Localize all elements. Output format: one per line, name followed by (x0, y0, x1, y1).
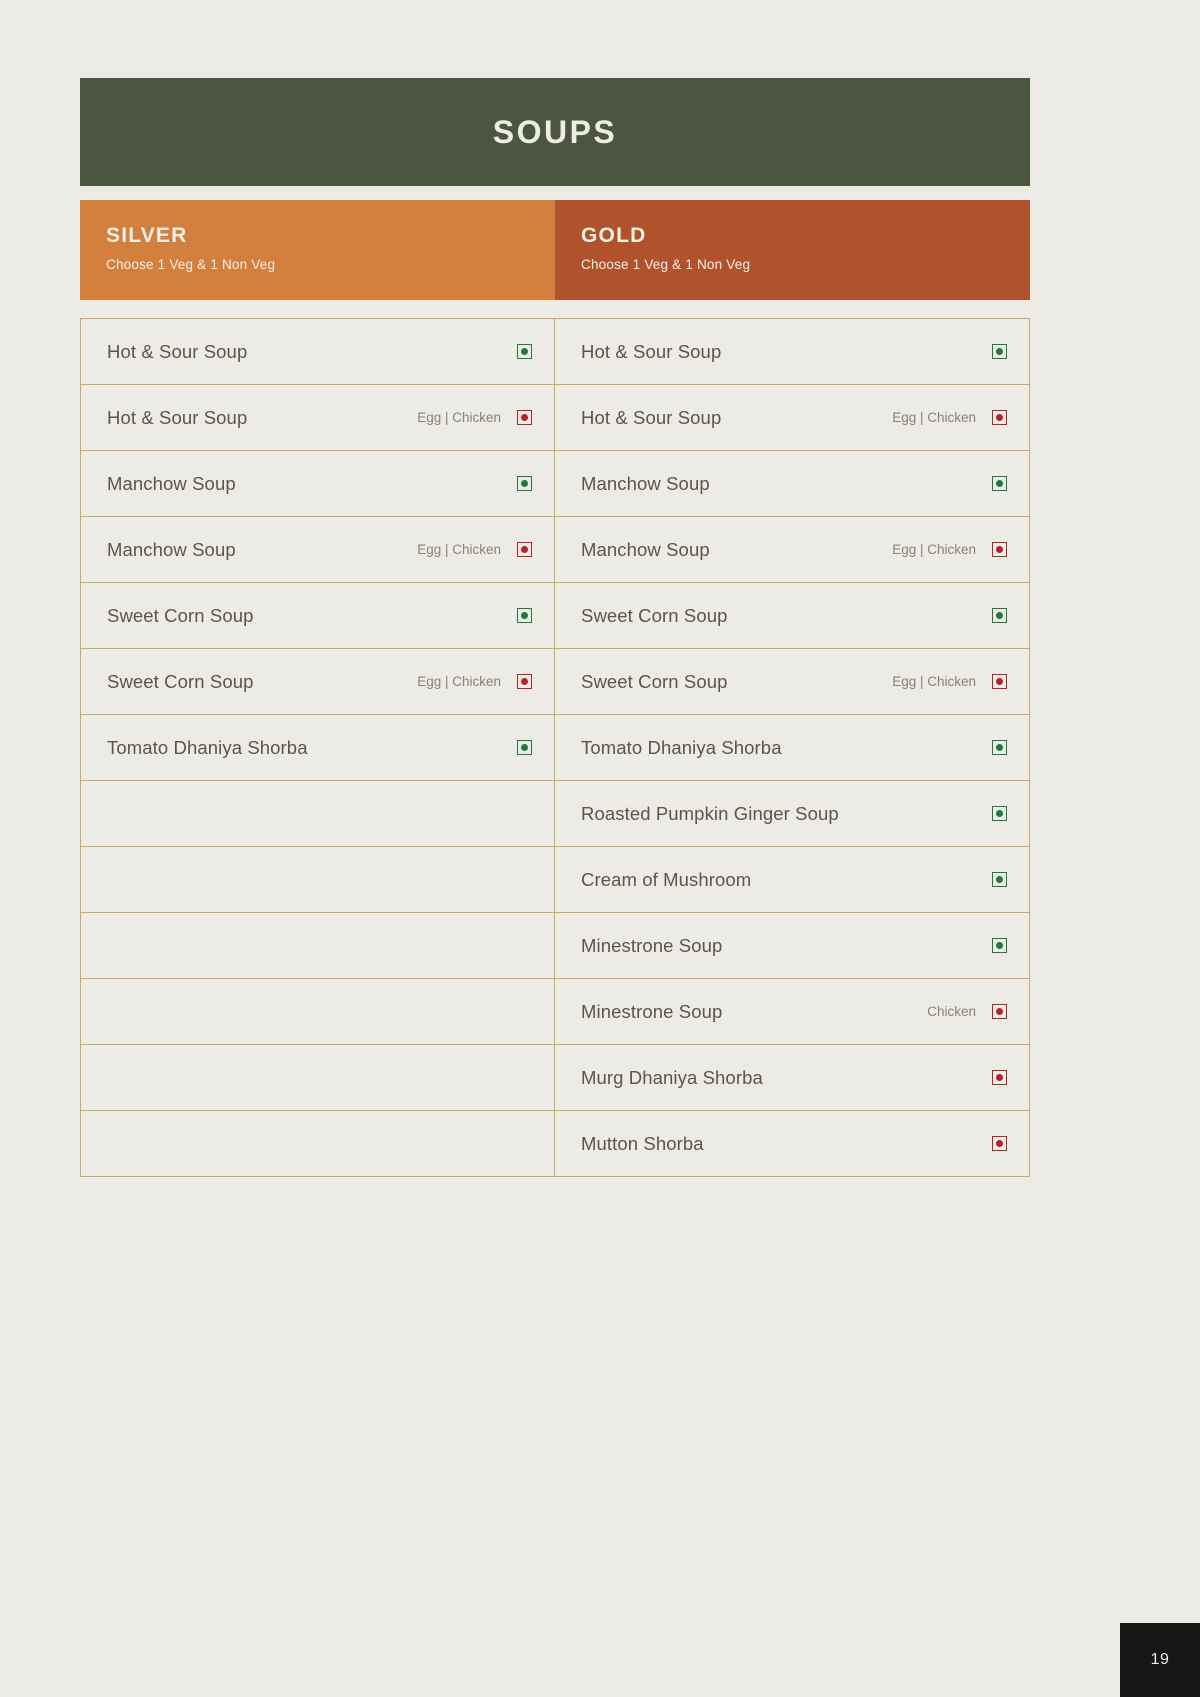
menu-item-name: Roasted Pumpkin Ginger Soup (581, 802, 839, 824)
mark-dot (521, 546, 528, 553)
tier-header-silver (80, 200, 555, 300)
menu-item-name: Manchow Soup (581, 472, 710, 494)
menu-row-empty (81, 781, 554, 847)
menu-item-note: Egg | Chicken (892, 674, 976, 689)
menu-item-name: Tomato Dhaniya Shorba (107, 736, 308, 758)
veg-mark-icon (992, 740, 1007, 755)
veg-mark-icon (517, 344, 532, 359)
menu-item-name: Hot & Sour Soup (581, 340, 722, 362)
section-banner (80, 78, 1030, 186)
page-number: 19 (1120, 1623, 1200, 1697)
mark-dot (521, 414, 528, 421)
menu-row-empty (81, 979, 554, 1045)
mark-dot (996, 942, 1003, 949)
menu-row[interactable] (555, 451, 1029, 517)
veg-mark-icon (992, 806, 1007, 821)
menu-column-silver (81, 319, 555, 1177)
menu-row[interactable] (555, 715, 1029, 781)
menu-item-note: Egg | Chicken (892, 542, 976, 557)
menu-row-empty (81, 1045, 554, 1111)
menu-item-name: Minestrone Soup (581, 934, 723, 956)
menu-row[interactable] (81, 649, 554, 715)
menu-row[interactable] (81, 451, 554, 517)
menu-item-name: Cream of Mushroom (581, 868, 752, 890)
nonveg-mark-icon (517, 674, 532, 689)
menu-item-name: Manchow Soup (107, 538, 236, 560)
tier-header-gold (555, 200, 1030, 300)
menu-column-gold (555, 319, 1029, 1177)
veg-mark-icon (992, 476, 1007, 491)
mark-dot (996, 546, 1003, 553)
menu-item-name: Hot & Sour Soup (581, 406, 722, 428)
menu-item-note: Egg | Chicken (417, 410, 501, 425)
mark-dot (996, 1008, 1003, 1015)
nonveg-mark-icon (992, 542, 1007, 557)
mark-dot (996, 678, 1003, 685)
veg-mark-icon (992, 608, 1007, 623)
page-title: SOUPS (492, 113, 618, 150)
menu-item-note: Egg | Chicken (417, 542, 501, 557)
mark-dot (996, 612, 1003, 619)
menu-row[interactable] (555, 847, 1029, 913)
menu-item-name: Murg Dhaniya Shorba (581, 1066, 763, 1088)
menu-row[interactable] (555, 319, 1029, 385)
menu-row-empty (81, 913, 554, 979)
veg-mark-icon (992, 344, 1007, 359)
menu-item-name: Manchow Soup (581, 538, 710, 560)
mark-dot (996, 810, 1003, 817)
mark-dot (996, 876, 1003, 883)
mark-dot (521, 678, 528, 685)
menu-item-name: Sweet Corn Soup (581, 670, 728, 692)
menu-row[interactable] (81, 517, 554, 583)
nonveg-mark-icon (517, 410, 532, 425)
mark-dot (996, 480, 1003, 487)
menu-row[interactable] (555, 649, 1029, 715)
menu-row[interactable] (555, 979, 1029, 1045)
menu-row[interactable] (81, 319, 554, 385)
menu-row[interactable] (81, 583, 554, 649)
menu-item-name: Sweet Corn Soup (107, 670, 254, 692)
veg-mark-icon (992, 938, 1007, 953)
nonveg-mark-icon (992, 1070, 1007, 1085)
mark-dot (996, 1140, 1003, 1147)
veg-mark-icon (992, 872, 1007, 887)
menu-row[interactable] (555, 1045, 1029, 1111)
nonveg-mark-icon (992, 1004, 1007, 1019)
tier-header-row (80, 200, 1030, 300)
mark-dot (521, 348, 528, 355)
mark-dot (521, 480, 528, 487)
tier-name-silver: SILVER (106, 224, 188, 247)
menu-item-name: Hot & Sour Soup (107, 406, 248, 428)
menu-item-name: Manchow Soup (107, 472, 236, 494)
tier-subtitle-gold: Choose 1 Veg & 1 Non Veg (581, 257, 751, 272)
menu-grid (80, 318, 1030, 1177)
menu-item-note: Egg | Chicken (892, 410, 976, 425)
menu-item-name: Tomato Dhaniya Shorba (581, 736, 782, 758)
veg-mark-icon (517, 740, 532, 755)
menu-page (80, 78, 1030, 1177)
nonveg-mark-icon (992, 1136, 1007, 1151)
menu-item-name: Hot & Sour Soup (107, 340, 248, 362)
menu-item-name: Sweet Corn Soup (107, 604, 254, 626)
menu-row[interactable] (555, 1111, 1029, 1177)
menu-item-name: Sweet Corn Soup (581, 604, 728, 626)
nonveg-mark-icon (517, 542, 532, 557)
menu-item-note: Chicken (927, 1004, 976, 1019)
menu-row[interactable] (555, 385, 1029, 451)
tier-name-gold: GOLD (581, 224, 647, 247)
menu-item-note: Egg | Chicken (417, 674, 501, 689)
menu-row[interactable] (555, 517, 1029, 583)
menu-item-name: Minestrone Soup (581, 1000, 723, 1022)
menu-row[interactable] (555, 781, 1029, 847)
veg-mark-icon (517, 476, 532, 491)
veg-mark-icon (517, 608, 532, 623)
mark-dot (996, 1074, 1003, 1081)
menu-item-name: Mutton Shorba (581, 1132, 704, 1154)
menu-row[interactable] (81, 385, 554, 451)
menu-row[interactable] (555, 913, 1029, 979)
mark-dot (521, 612, 528, 619)
mark-dot (996, 414, 1003, 421)
mark-dot (996, 744, 1003, 751)
mark-dot (521, 744, 528, 751)
nonveg-mark-icon (992, 410, 1007, 425)
mark-dot (996, 348, 1003, 355)
menu-row-empty (81, 1111, 554, 1177)
menu-row-empty (81, 847, 554, 913)
tier-subtitle-silver: Choose 1 Veg & 1 Non Veg (106, 257, 276, 272)
menu-row[interactable] (81, 715, 554, 781)
nonveg-mark-icon (992, 674, 1007, 689)
menu-row[interactable] (555, 583, 1029, 649)
